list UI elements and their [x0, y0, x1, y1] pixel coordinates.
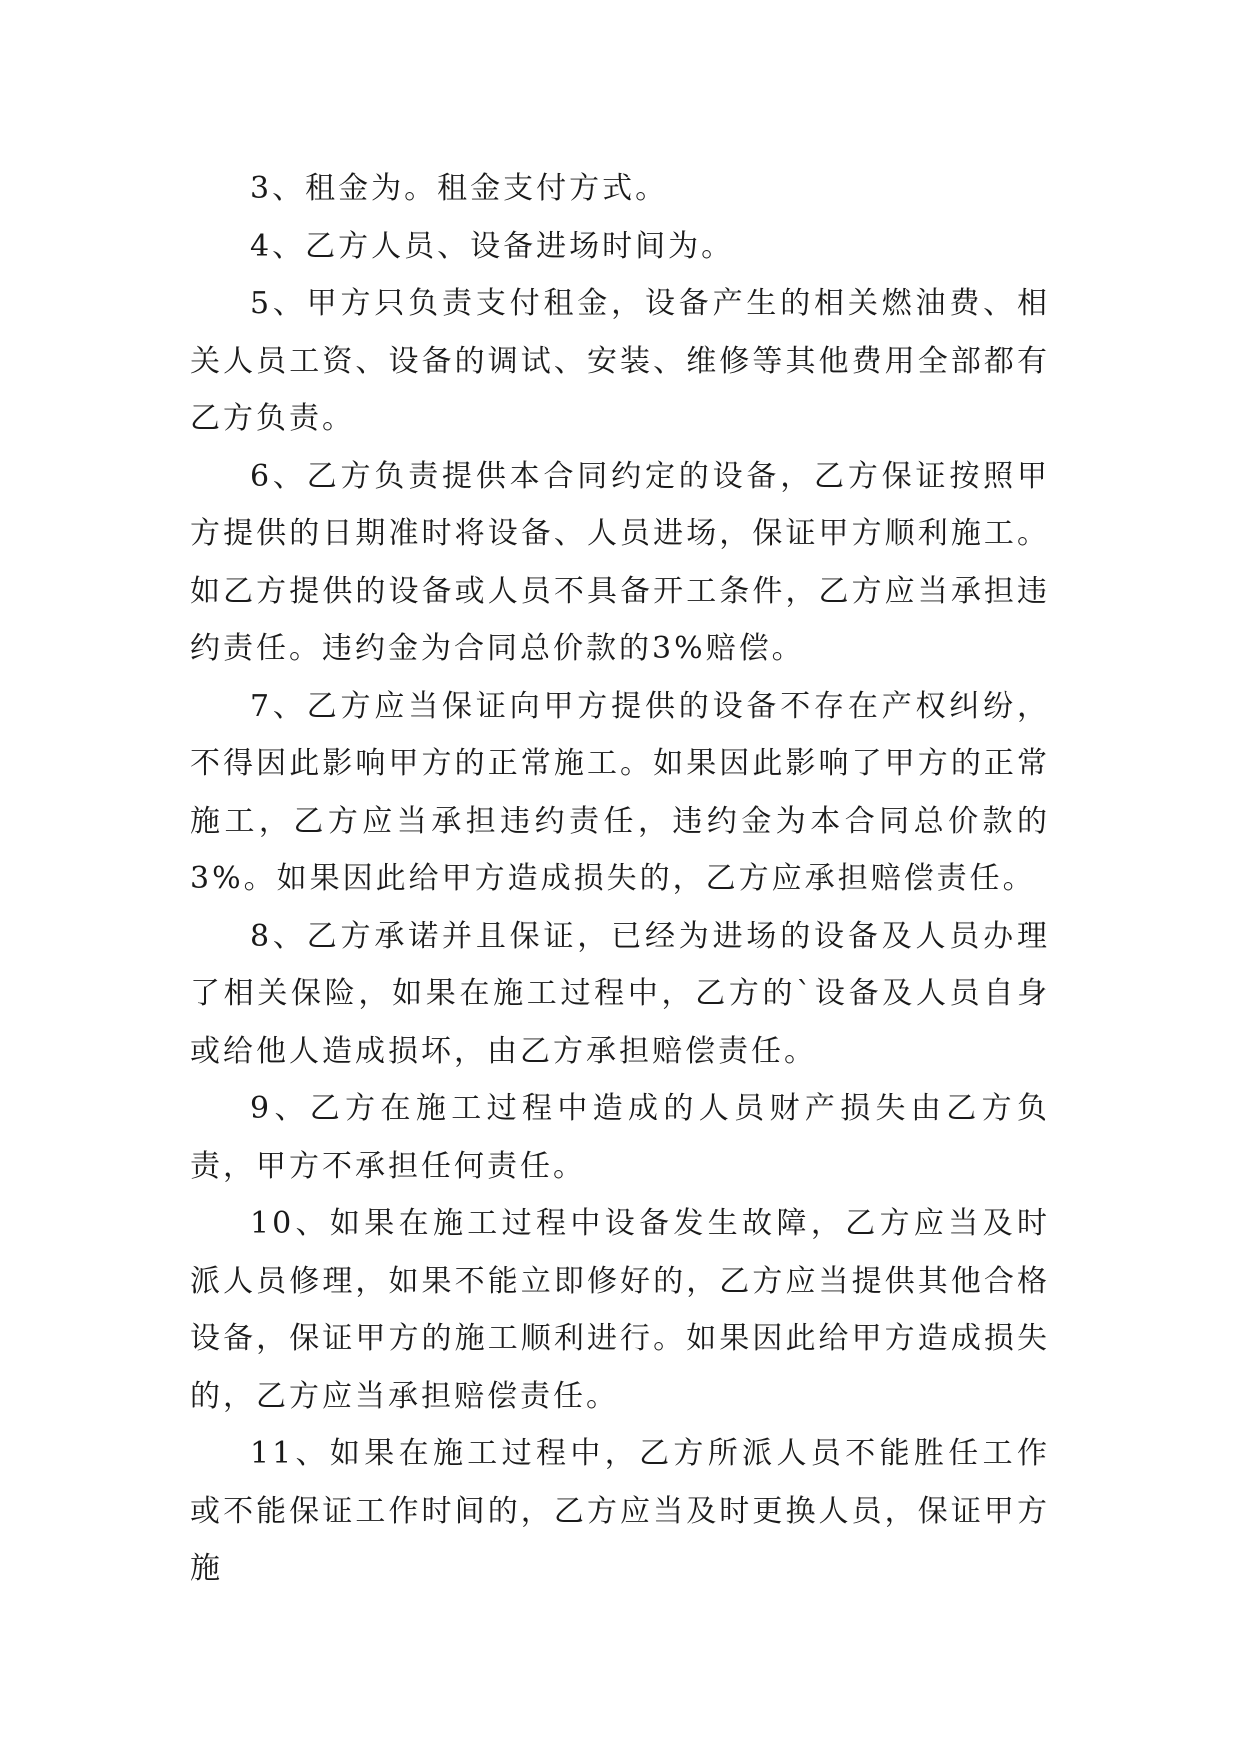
paragraph-3: 3、租金为。租金支付方式。 — [250, 171, 669, 206]
paragraph-7: 7、乙方应当保证向甲方提供的设备不存在产权纠纷，不得因此影响甲方的正常施工。如果因此影响了甲方的正常施工，乙方应当承担违约责任，违约金为本合同总价款的3%。如果因此给甲方造成损失的，乙方应承担赔偿责任。 — [190, 688, 1050, 896]
paragraph-8: 8、乙方承诺并且保证，已经为进场的设备及人员办理了相关保险，如果在施工过程中，乙方的`设备及人员自身或给他人造成损坏，由乙方承担赔偿责任。 — [190, 918, 1050, 1069]
document-body — [190, 160, 1050, 1598]
paragraph-11: 11、如果在施工过程中，乙方所派人员不能胜任工作或不能保证工作时间的，乙方应当及时更换人员，保证甲方施 — [190, 1436, 1050, 1586]
paragraph-4: 4、乙方人员、设备进场时间为。 — [250, 228, 735, 264]
paragraph-6: 6、乙方负责提供本合同约定的设备，乙方保证按照甲方提供的日期准时将设备、人员进场，保证甲方顺利施工。如乙方提供的设备或人员不具备开工条件，乙方应当承担违约责任。违约金为合同总价款的3%赔偿。 — [190, 458, 1050, 666]
paragraph-9: 9、乙方在施工过程中造成的人员财产损失由乙方负责，甲方不承担任何责任。 — [190, 1091, 1050, 1184]
paragraph-5: 5、甲方只负责支付租金，设备产生的相关燃油费、相关人员工资、设备的调试、安装、维修等其他费用全部都有乙方负责。 — [190, 286, 1050, 436]
paragraph-10: 10、如果在施工过程中设备发生故障，乙方应当及时派人员修理，如果不能立即修好的，乙方应当提供其他合格设备，保证甲方的施工顺利进行。如果因此给甲方造成损失的，乙方应当承担赔偿责任。 — [190, 1206, 1050, 1414]
